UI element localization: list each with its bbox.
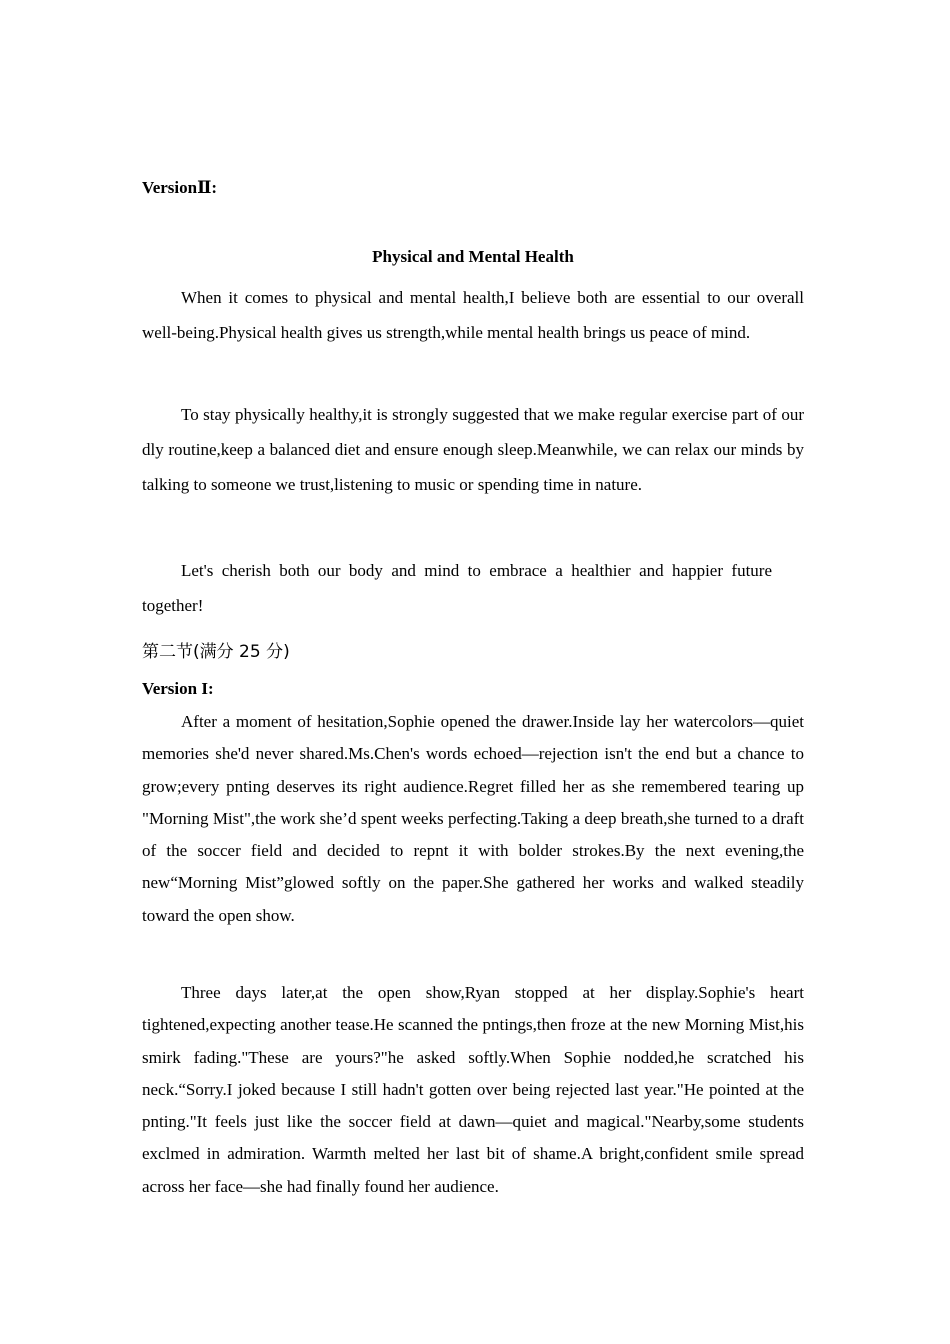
health-paragraph-3: Let's cherish both our body and mind to embrace a healthier and happier future together!	[142, 561, 772, 615]
story-paragraph-1: After a moment of hesitation,Sophie opened the drawer.Inside lay her watercolors—quiet memories she'd never shared.Ms.Chen's words echoed—rejection isn't the end but a chance to grow;every pnting deserves its right audience.Regret filled her as she remembered tearing up "Morning Mist",the work she’d spent weeks perfecting.Taking a deep breath,she turned to a draft of the soccer field and decided to repnt it with bolder strokes.By the next evening,the new“Morning Mist”glowed softly on the paper.She gathered her works and walked steadily toward the open show.	[142, 712, 804, 925]
health-paragraph-2: To stay physically healthy,it is strongly suggested that we make regular exercise part of our dly routine,keep a balanced diet and ensure enough sleep.Meanwhile, we can relax our minds by talking to someone we trust,listening to music or spending time in nature.	[142, 405, 804, 494]
essay-title: Physical and Mental Health	[372, 247, 574, 266]
version-1-label: Version I:	[142, 679, 214, 698]
story-paragraph-2: Three days later,at the open show,Ryan stopped at her display.Sophie's heart tightened,expecting another tease.He scanned the pntings,then froze at the new Morning Mist,his smirk fading."These are yours?"he asked softly.When Sophie nodded,he scratched his neck.“Sorry.I joked because I still hadn't gotten over being rejected last year."He pointed at the pnting."It feels just like the soccer field at dawn—quiet and magical."Nearby,some students exclmed in admiration. Warmth melted her last bit of shame.A bright,confident smile spread across her face—she had finally found her audience.	[142, 983, 804, 1196]
health-paragraph-1: When it comes to physical and mental health,I believe both are essential to our overall well-being.Physical health gives us strength,while mental health brings us peace of mind.	[142, 288, 804, 342]
version-2-label: VersionⅡ:	[142, 178, 218, 197]
section-2-heading: 第二节(满分 25 分)	[142, 642, 290, 662]
